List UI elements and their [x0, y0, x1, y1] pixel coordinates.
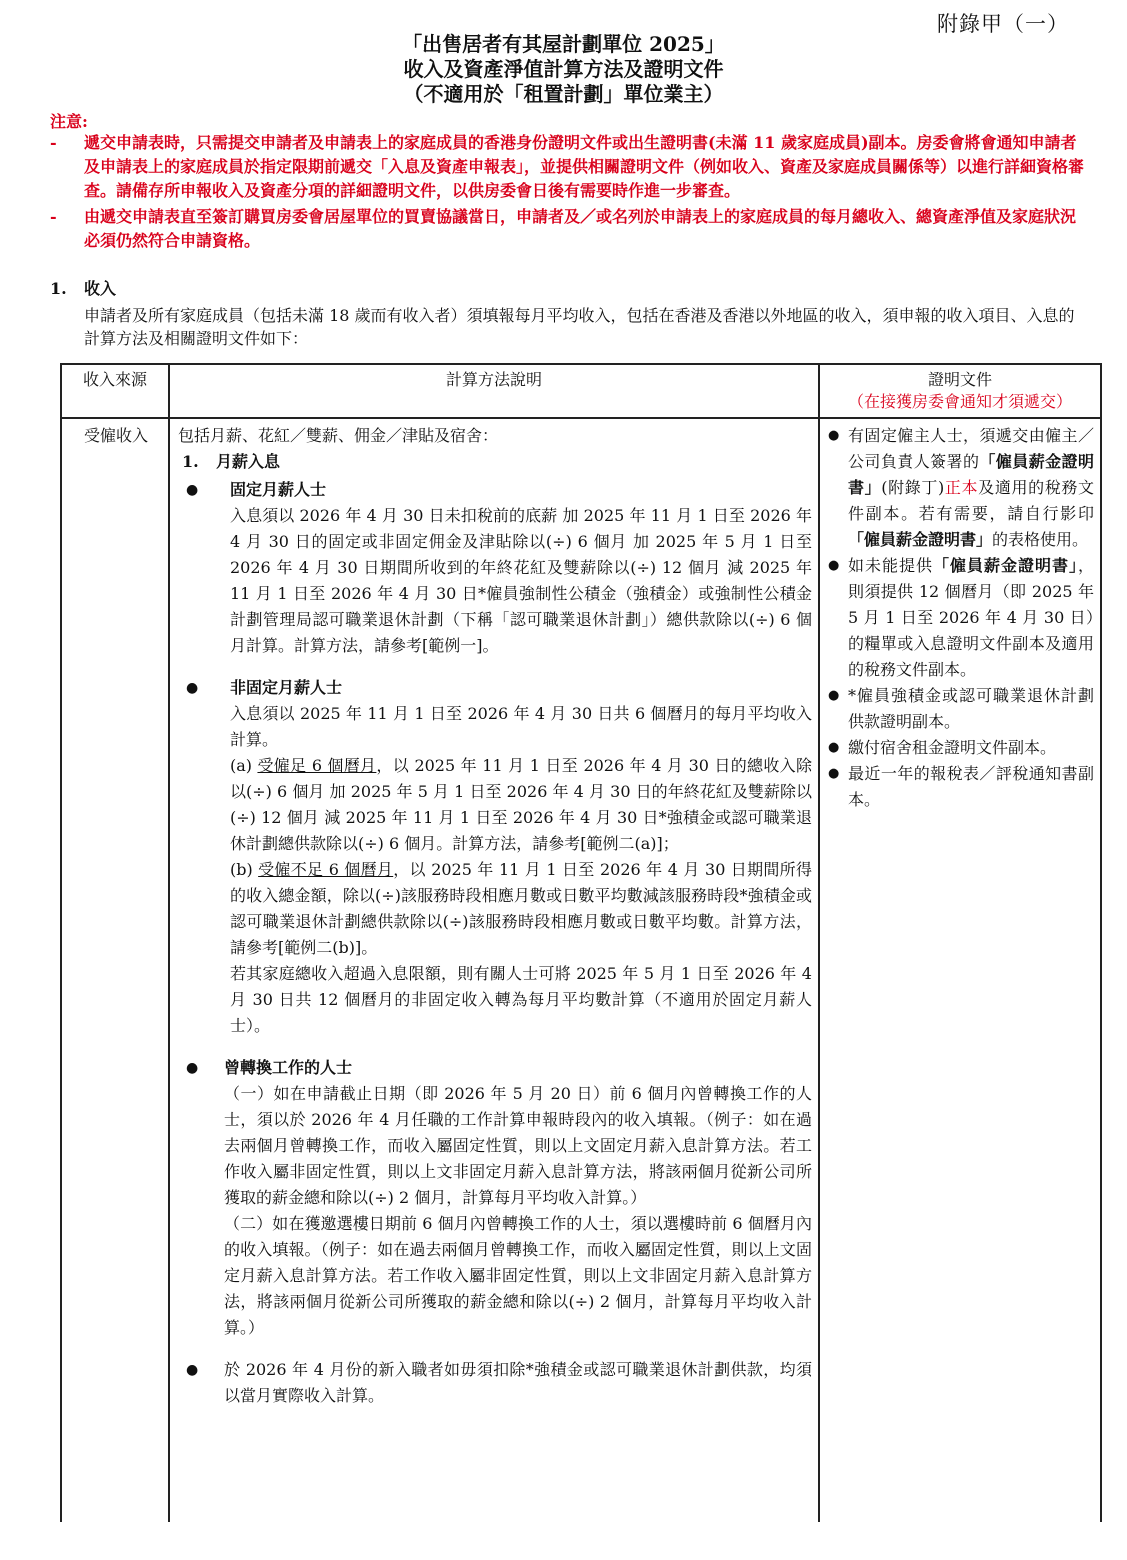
table-header-row: [61, 364, 1101, 418]
notice-item: [50, 205, 1090, 253]
notice-item: [50, 131, 1090, 203]
nonfixed-salary-title: 非固定月薪人士: [230, 678, 343, 697]
section-title: 收入: [84, 279, 117, 298]
bullet-icon: ●: [186, 482, 199, 498]
proof-item: ● 有固定僱主人士，須遞交由僱主／公司負責人簽署的「僱員薪金證明書」(附錄丁)正本及適用的稅務文件副本。若有需要，請自行影印「僱員薪金證明書」的表格使用。: [828, 423, 1094, 553]
title-line-3: （不適用於「租置計劃」單位業主）: [403, 82, 724, 106]
proof-item: ● 如未能提供「僱員薪金證明書」，則須提供 12 個曆月（即 2025 年 5 月 1 日至 2026 年 4 月 30 日）的糧單或入息證明文件副本及適用的稅務文件副本。: [828, 553, 1094, 683]
section-heading: [50, 277, 1080, 300]
fixed-salary-text: 入息須以 2026 年 4 月 30 日未扣稅前的底薪 加 2025 年 11 月 1 日至 2026 年 4 月 30 日的固定或非固定佣金及津貼除以(÷) 6 個月 加 2025 年 5 月 1 日至 2026 年 4 月 30 日期間所收到的年終花紅及雙薪除以(÷) 12 個月 減 2025 年 11 月 1 日至 2026 年 4 月 30 日*僱員強制性公積金（強積金）或強制性公積金計劃管理局認可職業退休計劃（下稱「認可職業退休計劃」）總供款除以(÷) 6 個月計算。計算方法，請參考[範例一]。: [230, 506, 812, 655]
bullet-icon: ●: [186, 1362, 199, 1378]
fixed-salary-title: 固定月薪人士: [230, 480, 327, 499]
document-title: [0, 32, 1127, 107]
nonfixed-case-a: (a) 受僱足 6 個曆月，以 2025 年 11 月 1 日至 2026 年 4 月 30 日的總收入除以(÷) 6 個月 加 2025 年 5 月 1 日至 2026 年 4 月 30 日的年終花紅及雙薪除以(÷) 12 個月 減 2025 年 11 月 1 日至 2026 年 4 月 30 日*強積金或認可職業退休計劃總供款除以(÷) 6 個月。計算方法，請參考[範例二(a)]；: [230, 756, 812, 853]
bullet-icon: ●: [186, 1060, 199, 1076]
bullet-icon: ●: [828, 688, 840, 703]
section-intro: 申請者及所有家庭成員（包括未滿 18 歲而有收入者）須填報每月平均收入，包括在香港及香港以外地區的收入，須申報的收入項目、入息的計算方法及相關證明文件如下：: [84, 306, 1075, 348]
job-change-text-1: （一）如在申請截止日期（即 2026 年 5 月 20 日）前 6 個月內曾轉換工作的人士，須以於 2026 年 4 月任職的工作計算申報時段內的收入填報。（例子：如在過去兩個月曾轉換工作，而收入屬固定性質，則以上文固定月薪入息計算方法。若工作收入屬非固定性質，則以上文非固定月薪入息計算方法，將該兩個月從新公司所獲取的薪金總和除以(÷) 2 個月，計算每月平均收入計算。）: [224, 1084, 812, 1207]
sub-title: 月薪入息: [216, 452, 281, 471]
bullet-icon: ●: [828, 558, 840, 573]
header-method: 計算方法說明: [169, 364, 819, 418]
sub-heading: [178, 449, 812, 475]
bullet-icon: ●: [828, 428, 840, 443]
new-hire-block: [178, 1357, 812, 1409]
nonfixed-case-b: (b) 受僱不足 6 個曆月，以 2025 年 11 月 1 日至 2026 年 4 月 30 日期間所得的收入總金額，除以(÷)該服務時段相應月數或日數平均數減該服務時段*強積金或認可職業退休計劃總供款除以(÷)該服務時段相應月數或日數平均數。計算方法，請參考[範例二(b)]。: [230, 860, 812, 957]
proof-header-label: 證明文件: [927, 370, 992, 389]
nonfixed-salary-note: 若其家庭總收入超過入息限額，則有關人士可將 2025 年 5 月 1 日至 2026 年 4 月 30 日共 12 個曆月的非固定收入轉為每月平均數計算（不適用於固定月薪人士）。: [230, 964, 812, 1035]
proof-item: ● 繳付宿舍租金證明文件副本。: [828, 735, 1094, 761]
appendix-label: 附錄甲（一）: [937, 12, 1069, 36]
bullet-icon: ●: [828, 740, 840, 755]
method-cell: [169, 418, 819, 1522]
fixed-salary-block: [178, 477, 812, 659]
title-line-1: 「出售居者有其屋計劃單位 2025」: [402, 32, 725, 56]
job-change-text-2: （二）如在獲邀選樓日期前 6 個月內曾轉換工作的人士，須以選樓時前 6 個曆月內的收入填報。（例子：如在過去兩個月曾轉換工作，而收入屬固定性質，則以上文固定月薪入息計算方法。若工作收入屬非固定性質，則以上文非固定月薪入息計算方法，將該兩個月從新公司所獲取的薪金總和除以(÷) 2 個月，計算每月平均收入計算。）: [224, 1214, 812, 1337]
notice-header: 注意:: [50, 112, 88, 131]
section-number: 1.: [50, 279, 67, 298]
bullet-icon: ●: [828, 766, 840, 781]
job-change-title: 曾轉換工作的人士: [224, 1058, 353, 1077]
method-intro: 包括月薪、花紅／雙薪、佣金／津貼及宿舍：: [178, 426, 499, 445]
proof-item: ● 最近一年的報稅表／評稅通知書副本。: [828, 761, 1094, 813]
notice-text: 由遞交申請表直至簽訂購買房委會居屋單位的買賣協議當日，申請者及／或名列於申請表上的家庭成員的每月總收入、總資產淨值及家庭狀況必須仍然符合申請資格。: [84, 207, 1077, 250]
sub-number: 1.: [182, 452, 199, 471]
bullet-icon: ●: [186, 680, 199, 696]
new-hire-text: 於 2026 年 4 月份的新入職者如毋須扣除*強積金或認可職業退休計劃供款，均須以當月實際收入計算。: [224, 1360, 812, 1405]
title-line-2: 收入及資產淨值計算方法及證明文件: [403, 57, 724, 81]
proof-header-note: （在接獲房委會通知才須遞交）: [847, 392, 1072, 411]
income-table: [60, 363, 1102, 1522]
income-source-cell: 受僱收入: [61, 418, 169, 1522]
income-section: [50, 277, 1080, 350]
dash-marker: -: [50, 207, 57, 226]
nonfixed-salary-block: [178, 675, 812, 1039]
header-source: 收入來源: [61, 364, 169, 418]
header-proof: [819, 364, 1101, 418]
job-change-block: [178, 1055, 812, 1341]
proof-item: ● *僱員強積金或認可職業退休計劃供款證明副本。: [828, 683, 1094, 735]
proof-cell: [819, 418, 1101, 1522]
notice-list: [50, 131, 1090, 255]
nonfixed-salary-text: 入息須以 2025 年 11 月 1 日至 2026 年 4 月 30 日共 6 個曆月的每月平均收入計算。: [230, 704, 812, 749]
table-row: [61, 418, 1101, 1522]
dash-marker: -: [50, 133, 57, 152]
notice-text: 遞交申請表時，只需提交申請者及申請表上的家庭成員的香港身份證明文件或出生證明書(未滿 11 歲家庭成員)副本。房委會將會通知申請者及申請表上的家庭成員於指定限期前遞交「入息及資產申報表」，並提供相關證明文件（例如收入、資產及家庭成員關係等）以進行詳細資格審查。請備存所申報收入及資產分項的詳細證明文件，以供房委會日後有需要時作進一步審查。: [84, 133, 1085, 200]
